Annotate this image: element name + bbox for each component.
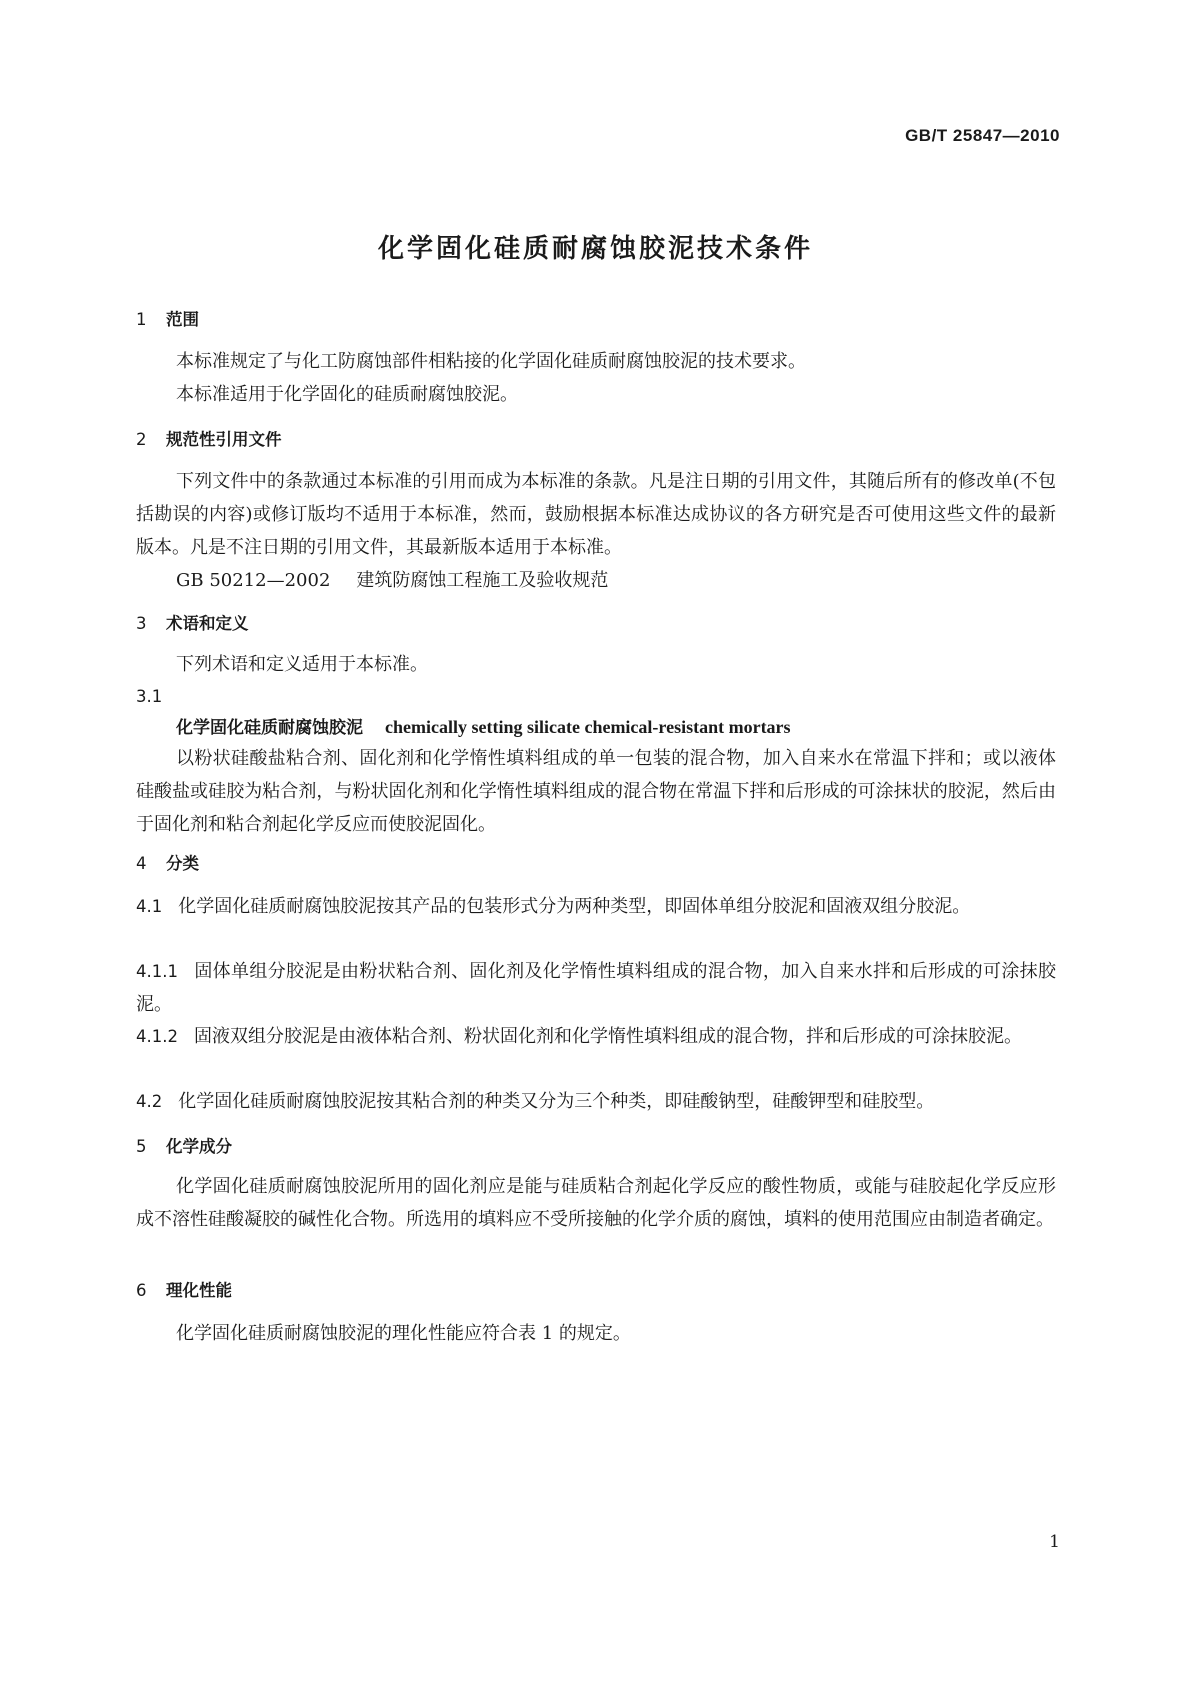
clause-3-1-number xyxy=(136,680,178,713)
section-title: 分类 xyxy=(166,854,199,873)
reference-code: GB 50212—2002 xyxy=(176,570,331,591)
standard-number: GB/T 25847—2010 xyxy=(905,126,1060,145)
term-chinese: 化学固化硅质耐腐蚀胶泥 xyxy=(176,718,363,738)
section-number: 5 xyxy=(136,1137,147,1156)
section-number: 1 xyxy=(136,310,147,329)
section-number: 3 xyxy=(136,614,147,633)
section-1-para-1: 本标准规定了与化工防腐蚀部件相粘接的化学固化硅质耐腐蚀胶泥的技术要求。 xyxy=(176,351,806,372)
term-english: chemically setting silicate chemical-resistant mortars xyxy=(385,717,791,737)
section-3-heading xyxy=(136,610,249,634)
clause-4-1-1 xyxy=(136,955,1056,1021)
clause-number: 4.1.2 xyxy=(136,1027,178,1046)
section-6-para-1: 化学固化硅质耐腐蚀胶泥的理化性能应符合表 1 的规定。 xyxy=(176,1323,631,1344)
section-title: 规范性引用文件 xyxy=(166,430,282,449)
clause-number: 4.1 xyxy=(136,897,163,916)
section-number: 6 xyxy=(136,1281,147,1300)
page-number: 1 xyxy=(1049,1532,1060,1552)
section-title: 理化性能 xyxy=(166,1281,232,1300)
clause-text: 固体单组分胶泥是由粉状粘合剂、固化剂及化学惰性填料组成的混合物，加入自来水拌和后形成的可涂抹胶泥。 xyxy=(136,961,1056,1015)
term-definition: 以粉状硅酸盐粘合剂、固化剂和化学惰性填料组成的单一包装的混合物，加入自来水在常温下拌和；或以液体硅酸盐或硅胶为粘合剂，与粉状固化剂和化学惰性填料组成的混合物在常温下拌和后形成的可涂抹状的胶泥，然后由于固化剂和粘合剂起化学反应而使胶泥固化。 xyxy=(136,748,1056,835)
section-4-heading xyxy=(136,850,199,874)
term-entry xyxy=(176,711,791,745)
section-title: 范围 xyxy=(166,310,199,329)
clause-4-2 xyxy=(136,1085,1056,1118)
clause-number: 4.2 xyxy=(136,1092,163,1111)
section-number: 2 xyxy=(136,430,147,449)
clause-text: 化学固化硅质耐腐蚀胶泥按其粘合剂的种类又分为三个种类，即硅酸钠型，硅酸钾型和硅胶型。 xyxy=(178,1091,935,1112)
clause-text: 固液双组分胶泥是由液体粘合剂、粉状固化剂和化学惰性填料组成的混合物，拌和后形成的可涂抹胶泥。 xyxy=(193,1026,1022,1047)
clause-number: 3.1 xyxy=(136,687,163,706)
page-title: 化学固化硅质耐腐蚀胶泥技术条件 xyxy=(377,234,813,264)
section-5-heading xyxy=(136,1133,232,1157)
normative-reference xyxy=(176,564,608,597)
clause-4-1 xyxy=(136,890,1056,923)
clause-4-1-2 xyxy=(136,1020,1056,1053)
clause-number: 4.1.1 xyxy=(136,962,178,981)
section-number: 4 xyxy=(136,854,147,873)
section-1-heading xyxy=(136,306,199,330)
reference-title: 建筑防腐蚀工程施工及验收规范 xyxy=(356,570,609,591)
section-2-para-1: 下列文件中的条款通过本标准的引用而成为本标准的条款。凡是注日期的引用文件，其随后所有的修改单(不包括勘误的内容)或修订版均不适用于本标准，然而，鼓励根据本标准达成协议的各方研究是否可使用这些文件的最新版本。凡是不注日期的引用文件，其最新版本适用于本标准。 xyxy=(136,471,1056,558)
section-3-para-1: 下列术语和定义适用于本标准。 xyxy=(176,654,428,675)
clause-text: 化学固化硅质耐腐蚀胶泥按其产品的包装形式分为两种类型，即固体单组分胶泥和固液双组分胶泥。 xyxy=(178,896,971,917)
section-title: 化学成分 xyxy=(166,1137,232,1156)
section-5-para-1: 化学固化硅质耐腐蚀胶泥所用的固化剂应是能与硅质粘合剂起化学反应的酸性物质，或能与硅胶起化学反应形成不溶性硅酸凝胶的碱性化合物。所选用的填料应不受所接触的化学介质的腐蚀，填料的使用范围应由制造者确定。 xyxy=(136,1176,1056,1230)
section-title: 术语和定义 xyxy=(166,614,249,633)
section-2-heading xyxy=(136,426,282,450)
section-1-para-2: 本标准适用于化学固化的硅质耐腐蚀胶泥。 xyxy=(176,384,518,405)
section-6-heading xyxy=(136,1277,232,1301)
